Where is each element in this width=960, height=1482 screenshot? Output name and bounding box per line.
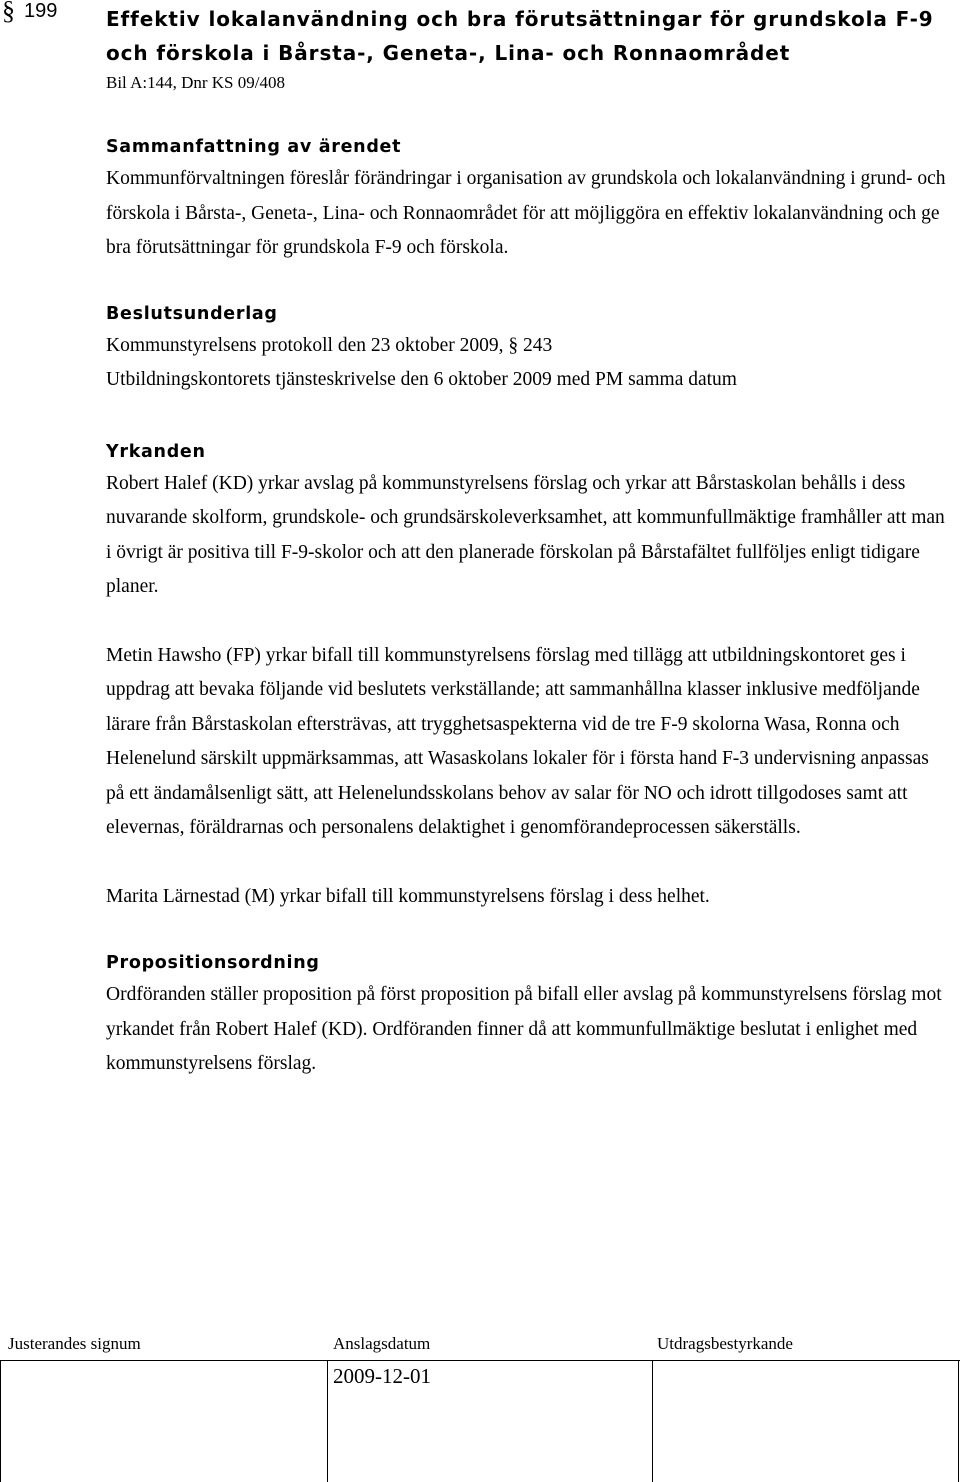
case-reference: Bil A:144, Dnr KS 09/408 xyxy=(106,73,285,92)
page-title: Effektiv lokalanvändning och bra förutsättningar för grundskola F-9 och förskola i Bårsta-, Geneta-, Lina- och Ronnaområdet xyxy=(106,7,934,65)
paragraph-number: 199 xyxy=(24,0,58,22)
basis-line-2: Utbildningskontorets tjänsteskrivelse den 6 oktober 2009 med PM samma datum xyxy=(106,369,737,390)
basis-heading: Beslutsunderlag xyxy=(106,303,278,324)
basis-line-1: Kommunstyrelsens protokoll den 23 oktober 2009, § 243 xyxy=(106,334,553,356)
proposition-text: Ordföranden ställer proposition på först proposition på bifall eller avslag på kommunstyrelsens förslag mot yrkandet från Robert Halef (KD). Ordföranden finner då att kommunfullmäktige beslutat i enlighet med kommunstyrelsens förslag. xyxy=(106,984,942,1074)
footer-divider-1 xyxy=(327,1360,328,1482)
posting-date: 2009-12-01 xyxy=(333,1364,431,1388)
footer-divider-right xyxy=(958,1360,959,1482)
motion-hawsho: Metin Hawsho (FP) yrkar bifall till kommunstyrelsens förslag med tillägg att utbildningskontoret ges i uppdrag att bevaka följande vid beslutets verkställande; att sammanhållna klasser inklusive medföljande lärare från Bårstaskolan eftersträvas, att trygghetsaspekterna vid de tre F-9 skolorna Wasa, Ronna och Helenelund särskilt uppmärksammas, att Wasaskolans lokaler för i första hand F-3 undervisning anpassas på ett ändamålsenligt sätt, att Helenelundsskolans behov av salar för NO och idrott tillgodoses samt att elevernas, föräldrarnas och personalens delaktighet i genomförandeprocessen säkerställs. xyxy=(106,644,929,838)
certifier-label: Utdragsbestyrkande xyxy=(657,1334,793,1353)
motion-halef: Robert Halef (KD) yrkar avslag på kommunstyrelsens förslag och yrkar att Bårstaskolan behålls i dess nuvarande skolform, grundskole- och grundsärskoleverksamhet, att kommunfullmäktige framhåller att man i övrigt är positiva till F-9-skolor och att den planerade förskolan på Bårstafältet fullföljes enligt tidigare planer. xyxy=(106,472,945,597)
summary-text: Kommunförvaltningen föreslår förändringar i organisation av grundskola och lokalanvändning i grund- och förskola i Bårsta-, Geneta-, Lina- och Ronnaområdet för att möjliggöra en effektiv lokalanvändning och ge bra förutsättningar för grundskola F-9 och förskola. xyxy=(106,168,946,258)
proposition-heading: Propositionsordning xyxy=(106,953,320,973)
summary-heading: Sammanfattning av ärendet xyxy=(106,137,402,157)
footer-top-rule xyxy=(0,1360,960,1361)
posting-date-label: Anslagsdatum xyxy=(333,1334,431,1353)
signature-label: Justerandes signum xyxy=(8,1334,141,1353)
footer-divider-2 xyxy=(652,1360,653,1482)
paragraph-symbol: § xyxy=(2,0,15,25)
footer-divider-left xyxy=(0,1360,1,1482)
motion-larnestad: Marita Lärnestad (M) yrkar bifall till kommunstyrelsens förslag i dess helhet. xyxy=(106,885,710,907)
document-body xyxy=(106,0,952,1082)
motions-heading: Yrkanden xyxy=(106,441,206,462)
signature-footer xyxy=(0,1330,960,1482)
